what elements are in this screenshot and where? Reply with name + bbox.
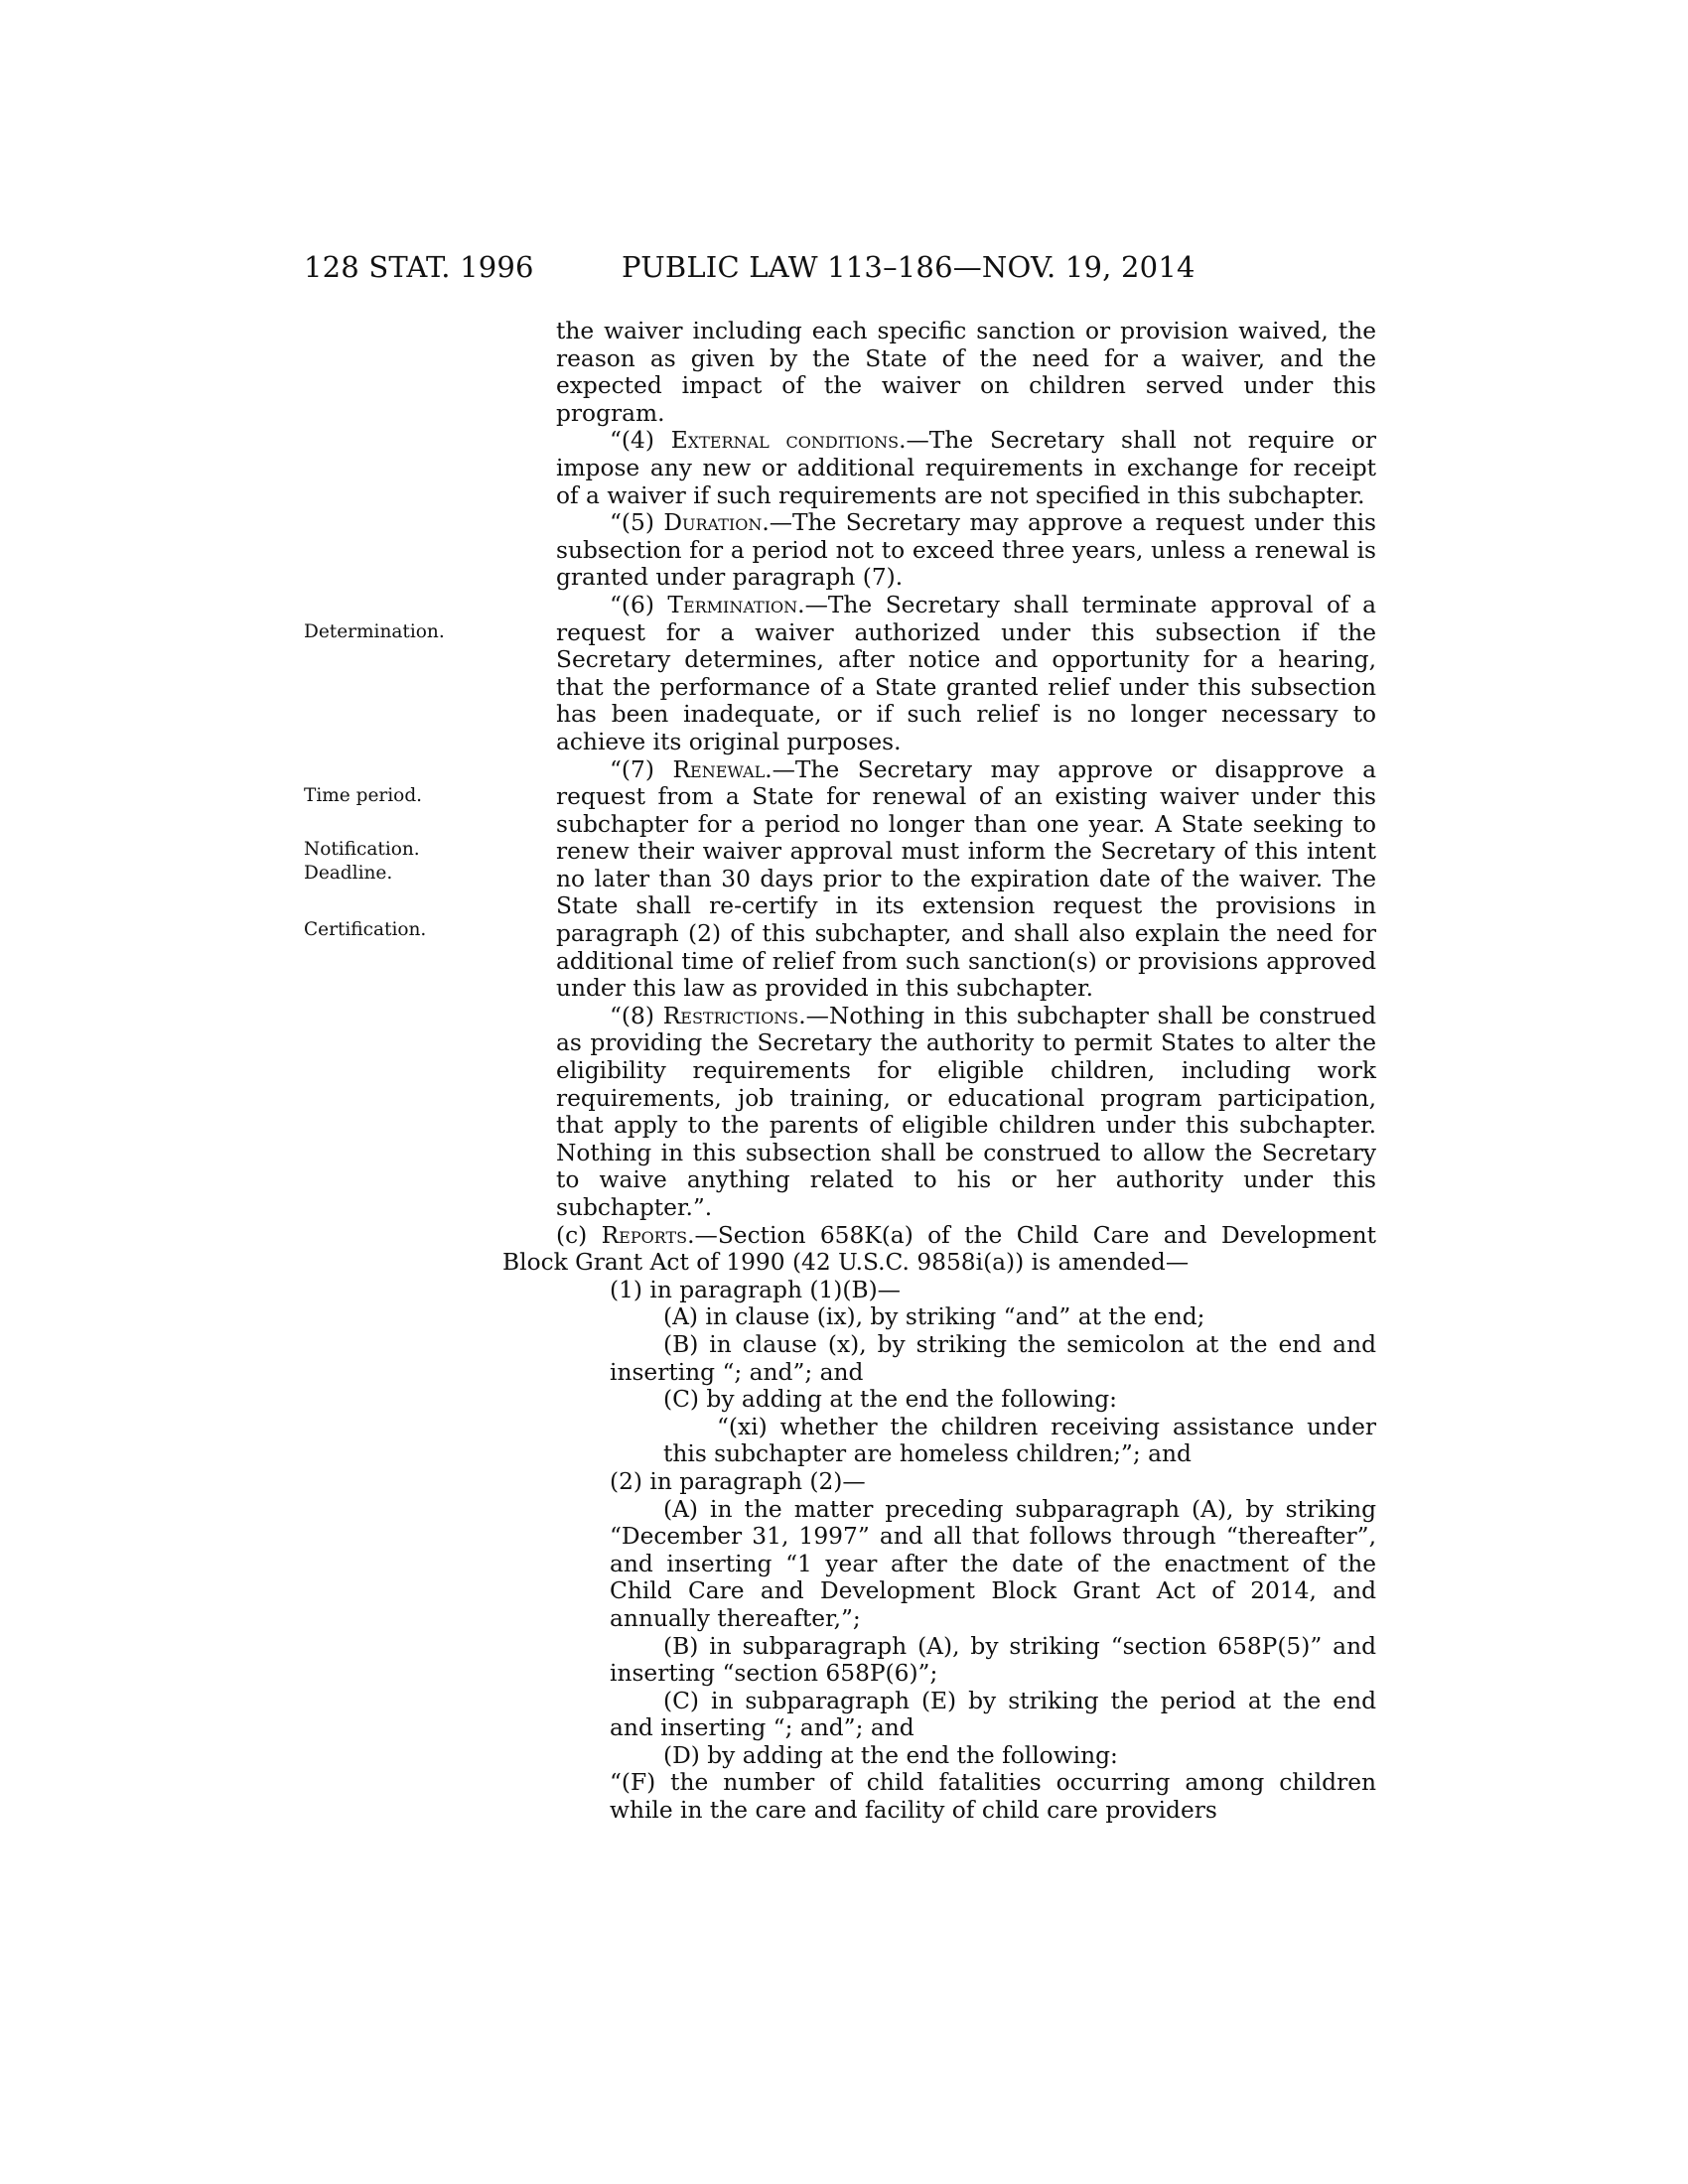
paragraph-6-termination (556, 592, 1376, 756)
subsection-heading: Reports (601, 1221, 688, 1249)
page-title: PUBLIC LAW 113–186—NOV. 19, 2014 (622, 250, 1196, 284)
paragraph-heading: Termination (667, 591, 798, 618)
paragraph-5-duration (556, 509, 1376, 592)
paragraph-text: .—Nothing in this subchapter shall be construed as providing the Secretary the authority to permit States to alter the eligibility requirements for eligible children, including work requirements, job training, or educational program participation, that apply to the parents of eligible children under this subchapter. Nothing in this subsection shall be construed to allow the Secretary to waive anything related to his or her authority under this subchapter.”. (556, 1002, 1376, 1221)
amendment-clause-2C: (C) in subparagraph (E) by striking the period at the end and inserting “; and”; and (610, 1687, 1376, 1742)
paragraph-8-restrictions (556, 1003, 1376, 1222)
paragraph-heading: Duration (663, 509, 763, 537)
margin-note-time-period: Time period. (304, 785, 423, 806)
amendment-paragraph-2: (2) in paragraph (2)— (610, 1467, 866, 1495)
paragraph-text: .—The Secretary shall terminate approval of a request for a waiver authorized under this subsection if the Secretary determines, after notice and opportunity for a hearing, that the performance of a State granted relief under this subsection has been inadequate, or if such relief is no longer necessary to achieve its original purposes. (556, 591, 1376, 755)
paragraph-waiver-continuation: the waiver including each specific sanction or provision waived, the reason as given by the State of the need for a waiver, and the expected impact of the waiver on children served under this program. (556, 318, 1376, 427)
paragraph-heading: Restrictions (662, 1002, 799, 1029)
amendment-clause-1A: (A) in clause (ix), by striking “and” at the end; (663, 1303, 1205, 1331)
paragraph-text: .—The Secretary may approve a request under this subsection for a period not to exceed three years, unless a renewal is granted under paragraph (7). (556, 509, 1376, 592)
amendment-clause-2B: (B) in subparagraph (A), by striking “section 658P(5)” and inserting “section 658P(6)”; (610, 1632, 1376, 1688)
paragraph-number: “(4) (610, 427, 671, 455)
amendment-clause-1C: (C) by adding at the end the following: (663, 1386, 1117, 1414)
paragraph-7-renewal (556, 756, 1376, 1003)
paragraph-number: “(7) (610, 755, 673, 783)
paragraph-number: “(6) (610, 591, 668, 618)
paragraph-number: “(8) (610, 1002, 663, 1029)
inserted-clause-xi: “(xi) whether the children receiving assistance under this subchapter are homeless children;”; and (663, 1413, 1376, 1468)
inserted-subparagraph-F: “(F) the number of child fatalities occurring among children while in the care and facility of child care providers (610, 1769, 1376, 1825)
paragraph-text: .—The Secretary shall not require or impose any new or additional requirements in exchange for receipt of a waiver if such requirements are not specified in this subchapter. (556, 427, 1376, 509)
amendment-clause-2D: (D) by adding at the end the following: (663, 1741, 1118, 1769)
margin-note-deadline: Deadline. (304, 863, 393, 884)
paragraph-4-external-conditions (556, 427, 1376, 509)
amendment-paragraph-1: (1) in paragraph (1)(B)— (610, 1276, 901, 1303)
paragraph-heading: Renewal (672, 755, 766, 783)
subsection-c-reports (502, 1222, 1376, 1277)
margin-note-determination: Determination. (304, 621, 445, 642)
amendment-clause-2A: (A) in the matter preceding subparagraph (A), by striking “December 31, 1997” and all that follows through “thereafter”, and inserting “1 year after the date of the enactment of the Child Care and Development Block Grant Act of 2014, and annually thereafter,”; (610, 1495, 1376, 1632)
body-text (502, 318, 1376, 1825)
margin-note-notification: Notification. (304, 839, 420, 860)
amendment-clause-1B: (B) in clause (x), by striking the semicolon at the end and inserting “; and”; and (610, 1330, 1376, 1386)
subsection-text: .—Section 658K(a) of the Child Care and Development Block Grant Act of 1990 (42 U.S.C. 9858i(a)) is amended— (502, 1221, 1376, 1277)
paragraph-number: “(5) (610, 509, 664, 537)
paragraph-text: .—The Secretary may approve or disapprove a request from a State for renewal of an existing waiver under this subchapter for a period no longer than one year. A State seeking to renew their waiver approval must inform the Secretary of this intent no later than 30 days prior to the expiration date of the waiver. The State shall re-certify in its extension request the provisions in paragraph (2) of this subchapter, and shall also explain the need for additional time of relief from such sanction(s) or provisions approved under this law as provided in this subchapter. (556, 755, 1376, 1003)
stat-reference: 128 STAT. 1996 (304, 250, 534, 284)
subsection-number: (c) (556, 1221, 602, 1249)
paragraph-heading: External conditions (670, 427, 900, 455)
margin-note-certification: Certification. (304, 919, 427, 940)
